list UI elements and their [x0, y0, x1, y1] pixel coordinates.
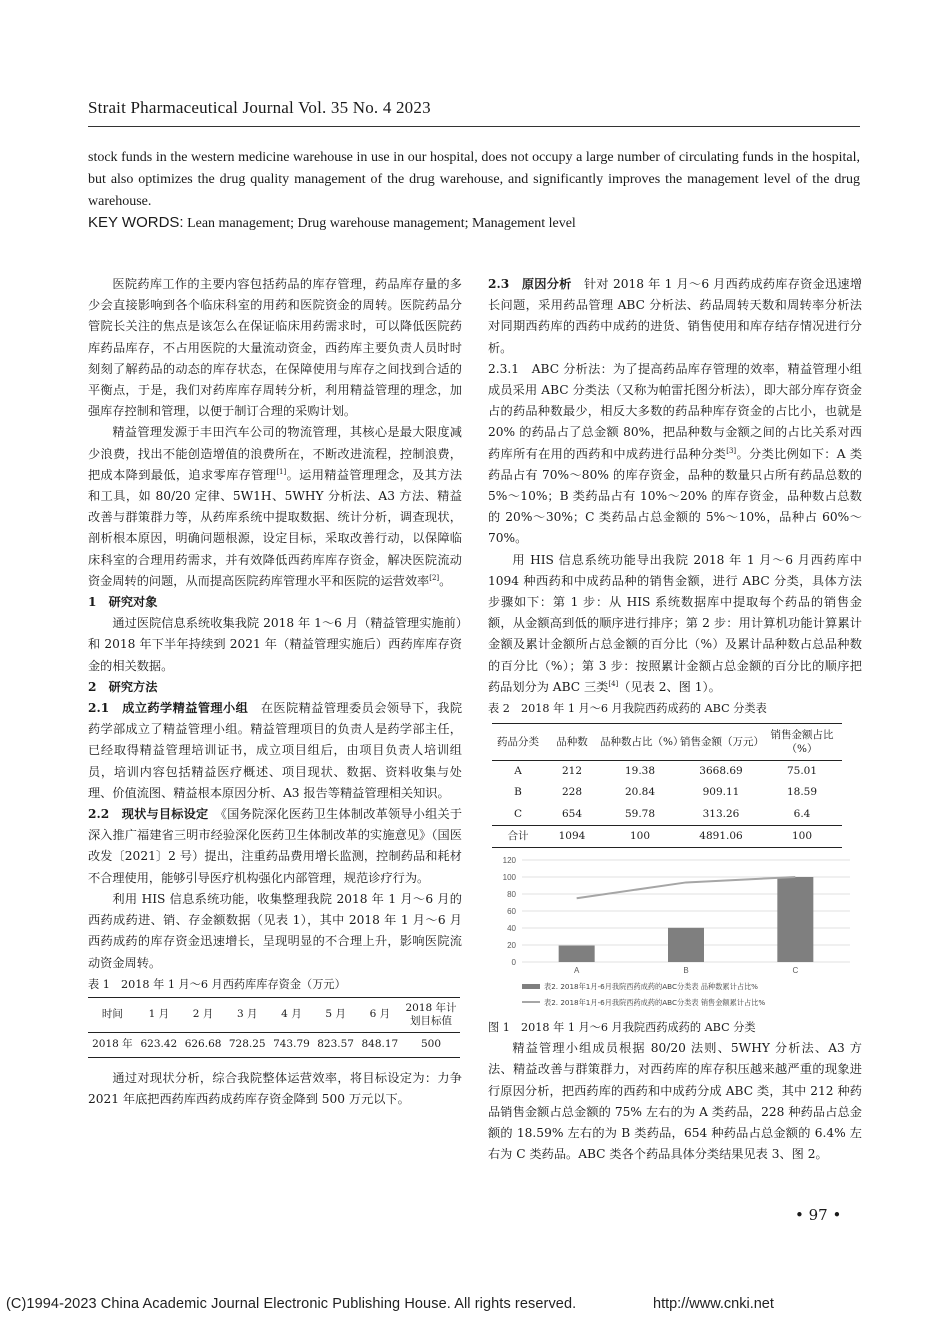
- table-1-cell: 500: [420, 1038, 442, 1051]
- table-2-cell: B: [514, 786, 522, 799]
- keywords: [88, 214, 576, 232]
- legend-label: 表2. 2018年1月-6月我院西药成药的ABC分类表 销售金额累计占比%: [544, 998, 766, 1008]
- abc-chart-svg: [488, 852, 860, 1017]
- table-1-header: 1 月: [137, 997, 181, 1032]
- table-2-cell: 100: [600, 825, 680, 847]
- x-tick-label: A: [573, 966, 580, 976]
- section-2-2-heading: 2.2 现状与目标设定: [88, 807, 209, 822]
- section-2-1: [88, 698, 462, 804]
- table-row: [88, 1032, 460, 1057]
- section-2-3-1-text-b: 。分类比例如下：A 类药品占有 70%～80% 的库存资金，品种的数量只占所有药品总数的 5%～10%；B 类药品占有 10%～20% 的库存资金，品种数占总数的 20%～30%；C 类药品占总金额的 5%～10%，品种占 60%～70%。: [488, 446, 863, 546]
- ref-3: [3]: [726, 446, 737, 455]
- y-tick-label: 120: [502, 856, 516, 866]
- abc-chart: [488, 852, 860, 1017]
- section-1-heading: 1 研究对象: [88, 595, 158, 610]
- table-1-header-row: [88, 997, 460, 1032]
- abstract-text: stock funds in the western medicine warehouse in use in our hospital, does not occupy a large number of circulating funds in the hospital, but also optimizes the drug quality management of the drug warehouse, and significantly improves the management level of the drug warehouse.: [88, 150, 860, 209]
- intro-p2-text-a: 精益管理发源于丰田汽车公司的物流管理，其核心是最大限度减少浪费，找出不能创造增值的浪费所在，不断改进流程，控制浪费，把成本降到最低，追求零库存管理: [88, 425, 462, 482]
- table-2-cell: 75.01: [786, 765, 818, 778]
- table-1-header: 4 月: [269, 997, 313, 1032]
- legend-swatch-bar: [522, 984, 540, 989]
- table-2-cell: 212: [561, 765, 583, 778]
- keywords-label: KEY WORDS:: [88, 214, 184, 231]
- table-2-header: 药品分类: [492, 724, 544, 761]
- section-2-3-heading: 2.3 原因分析: [488, 277, 572, 291]
- abc-method-text-a: 用 HIS 信息系统功能导出我院 2018 年 1 月～6 月西药库中 1094 种西药和中成药品种的销售金额，进行 ABC 分类，具体方法步骤如下：第 1 步：从 HIS 系统数据库中提取每个药品的销售金额，从金额高到低的顺序进行排序；第 2 步：用计算机功能计算累计金额及累计金额所占总金额的百分比（%）及累计品种数占总品种数的百分比（%）；第 3 步：按照累计金额占总金额的百分比的顺序把药品划分为 ABC 三类: [488, 552, 862, 694]
- y-tick-label: 100: [502, 873, 516, 883]
- table-1-header: 5 月: [314, 997, 358, 1032]
- table-1-header: 2018 年计划目标值: [402, 997, 460, 1032]
- y-tick-label: 0: [511, 958, 516, 968]
- abc-method-paragraph: [488, 550, 862, 698]
- section-2-2: [88, 804, 462, 889]
- table-2-cell: 1094: [544, 825, 600, 847]
- y-tick-label: 60: [507, 907, 516, 917]
- section-2-1-text: 在医院精益管理委员会领导下，我院药学部成立了精益管理小组。精益管理项目的负责人是药学部主任，已经取得精益管理培训证书，成立项目组后，由项目负责人培训组员，培训内容包括精益医疗概述、项目现状、数据、资料收集与处理、价值流图、精益根本原因分析、A3 报告等精益管理相关知识。: [88, 701, 463, 800]
- abc-method-text-b: （见表 2、图 1）。: [618, 679, 721, 694]
- ref-4: [4]: [608, 679, 619, 688]
- intro-paragraph-1: 医院药库工作的主要内容包括药品的库存管理，药品库存量的多少会直接影响到各个临床科室的用药和医院资金的周转。医院药品分管院长关注的焦点是该怎么在保证临床用药需求时，可以降低医院药库药品库存，不占用医院的大量流动资金，西药库主要负责人员时时刻刻了解药品的动态的库存状态，在保障使用与库存之间找到合适的平衡点，于是，我们对药库库存周转分析，利用精益管理的理念，加强库存控制和管理，以便于制订合理的采购计划。: [88, 277, 462, 419]
- table-1-cell: 823.57: [317, 1038, 354, 1051]
- keywords-text: Lean management; Drug warehouse management; Management level: [187, 216, 576, 231]
- table-row: [492, 761, 842, 783]
- table-1-cell: 623.42: [140, 1038, 178, 1051]
- journal-header: Strait Pharmaceutical Journal Vol. 35 No. 4 2023: [88, 98, 431, 117]
- x-tick-label: B: [683, 966, 689, 976]
- table-2-cell: 18.59: [786, 786, 818, 799]
- table-1-header: 时间: [88, 997, 137, 1032]
- target-paragraph: 通过对现状分析，综合我院整体运营效率，将目标设定为：力争 2021 年底把西药库西药成药库存资金降到 500 万元以下。: [88, 1070, 462, 1107]
- right-column: [488, 274, 862, 1166]
- table-2: [492, 723, 842, 848]
- section-1-text: 通过医院信息系统收集我院 2018 年 1～6 月（精益管理实施前）和 2018 年下半年持续到 2021 年（精益管理实施后）西药库库存资金的相关数据。: [88, 616, 462, 673]
- bar: [777, 877, 813, 962]
- section-2-3-text: 针对 2018 年 1 月～6 月西药成药库存资金迅速增长问题，采用药品管理 ABC 分析法、药品周转天数和周转率分析法对同期西药库的西药中成药的进货、销售使用和库存结存情况进行分析。: [488, 277, 863, 355]
- table-1-cell: 743.79: [273, 1038, 310, 1051]
- section-2-3-1-heading: 2.3.1 ABC 分析法：: [488, 361, 614, 376]
- section-2-heading: 2 研究方法: [88, 679, 158, 694]
- legend-label: 表2. 2018年1月-6月我院西药成药的ABC分类表 品种数累计占比%: [544, 982, 758, 992]
- intro-paragraph-2: [88, 422, 462, 592]
- y-tick-label: 40: [507, 924, 516, 934]
- page-number: • 97 •: [795, 1206, 842, 1224]
- left-column: [88, 274, 462, 1110]
- table-2-cell: 3668.69: [699, 765, 743, 778]
- table-2-cell: 19.38: [624, 765, 656, 778]
- table-1-cell: 626.68: [184, 1038, 222, 1051]
- section-2-3: [488, 274, 862, 359]
- ref-2: [2]: [429, 573, 440, 582]
- header-rule: [88, 126, 860, 127]
- table-2-caption: 表 2 2018 年 1 月～6 月我院西药成药的 ABC 分类表: [488, 702, 767, 716]
- bar: [559, 946, 595, 962]
- table-2-cell: 909.11: [702, 786, 740, 799]
- section-2-3-1-text-a: 为了提高药品库存管理的效率，精益管理小组成员采用 ABC 分类法（又称为帕雷托图分析法），即大部分库存资金占的药品种数最少，相反大多数的药品种库存资金的占比小，也就是 20% 的药品占了总金额 80%，把品种数与金额之间的占比关系对西药库所有在用的西药和中成药进行品种分类: [488, 361, 862, 461]
- table-1: [88, 997, 460, 1058]
- table-row: [492, 804, 842, 826]
- abc-result-paragraph: 精益管理小组成员根据 80/20 法则、5WHY 分析法、A3 方法、精益改善与群策群力，对西药库的库存积压越来越严重的现象进行原因分析，把西药库的西药和中成药分成 ABC 类，其中 212 种药品销售金额占总金额的 75% 左右的为 A 类药品，228 种药品占总金额的 18.59% 左右的为 B 类药品，654 种药品占总金额的 6.4% 左右为 C 类药品。ABC 类各个药品具体分类结果见表 3、图 2。: [488, 1041, 862, 1162]
- y-tick-label: 20: [507, 941, 516, 951]
- y-tick-label: 80: [507, 890, 516, 900]
- section-2-1-heading: 2.1 成立药学精益管理小组: [88, 701, 249, 716]
- table-1-cell: 728.25: [228, 1038, 266, 1051]
- table-2-cell: 100: [762, 825, 842, 847]
- section-2-3-1: [488, 359, 862, 550]
- series-line: [577, 877, 796, 898]
- table-2-header: 销售金额（万元）: [680, 724, 762, 761]
- section-2-2-text: 《国务院深化医药卫生体制改革领导小组关于深入推广福建省三明市经验深化医药卫生体制改革的实施意见》（国医改发〔2021〕2 号）提出，注重药品费用增长监测，控制药品和耗材不合理使用，能够引导医疗机构强化内部管理，规范诊疗行为。: [88, 807, 463, 885]
- table-2-cell: C: [513, 807, 523, 820]
- table-2-cell: 228: [561, 786, 583, 799]
- table-2-cell: 654: [561, 807, 583, 820]
- bar: [668, 928, 704, 962]
- table-1-header: 2 月: [181, 997, 225, 1032]
- table-row: [492, 825, 842, 847]
- table-1-cell: 2018 年: [92, 1038, 133, 1051]
- table-2-header-row: [492, 724, 842, 761]
- section-2-2-text-2: 利用 HIS 信息系统功能，收集整理我院 2018 年 1 月～6 月的西药成药进、销、存金额数据（见表 1），其中 2018 年 1 月～6 月西药成药的库存资金迅速增长，呈现明显的不合理上升，影响医院流动资金周转。: [88, 891, 462, 970]
- table-2-cell: 59.78: [624, 807, 656, 820]
- table-2-header: 品种数: [544, 724, 600, 761]
- table-row: [492, 782, 842, 803]
- table-2-cell: 20.84: [624, 786, 656, 799]
- ref-1: [1]: [276, 467, 287, 476]
- table-2-header: 品种数占比（%）: [600, 724, 680, 761]
- table-1-cell: 848.17: [361, 1038, 399, 1051]
- figure-1-caption: 图 1 2018 年 1 月～6 月我院西药成药的 ABC 分类: [488, 1021, 756, 1035]
- table-2-header: 销售金额占比（%）: [762, 724, 842, 761]
- table-1-header: 3 月: [225, 997, 269, 1032]
- copyright-footer: (C)1994-2023 China Academic Journal Electronic Publishing House. All rights reserved.: [6, 1296, 577, 1312]
- intro-p2-text-b: 。运用精益管理理念，及其方法和工具，如 80/20 定律、5W1H、5WHY 分析法、A3 方法、精益改善与群策群力等，从药库系统中提取数据、统计分析，调查现状，剖析根本原因，明确问题根源，设定目标，采取改善行动，以保障临床科室的合理用药需求，并有效降低西药库库存资金，解决医院流动资金周转的问题，从而提高医院药库管理水平和医院的运营效率: [88, 467, 463, 588]
- table-2-cell: A: [514, 765, 522, 778]
- table-2-cell: 合计: [492, 825, 544, 847]
- cnki-link[interactable]: http://www.cnki.net: [653, 1296, 774, 1312]
- x-tick-label: C: [792, 966, 799, 976]
- intro-p2-text-c: 。: [439, 573, 452, 588]
- table-2-cell: 6.4: [793, 807, 811, 820]
- table-2-cell: 313.26: [702, 807, 740, 820]
- table-1-header: 6 月: [358, 997, 402, 1032]
- table-2-cell: 4891.06: [680, 825, 762, 847]
- table-1-caption: 表 1 2018 年 1 月～6 月西药库库存资金（万元）: [88, 977, 346, 991]
